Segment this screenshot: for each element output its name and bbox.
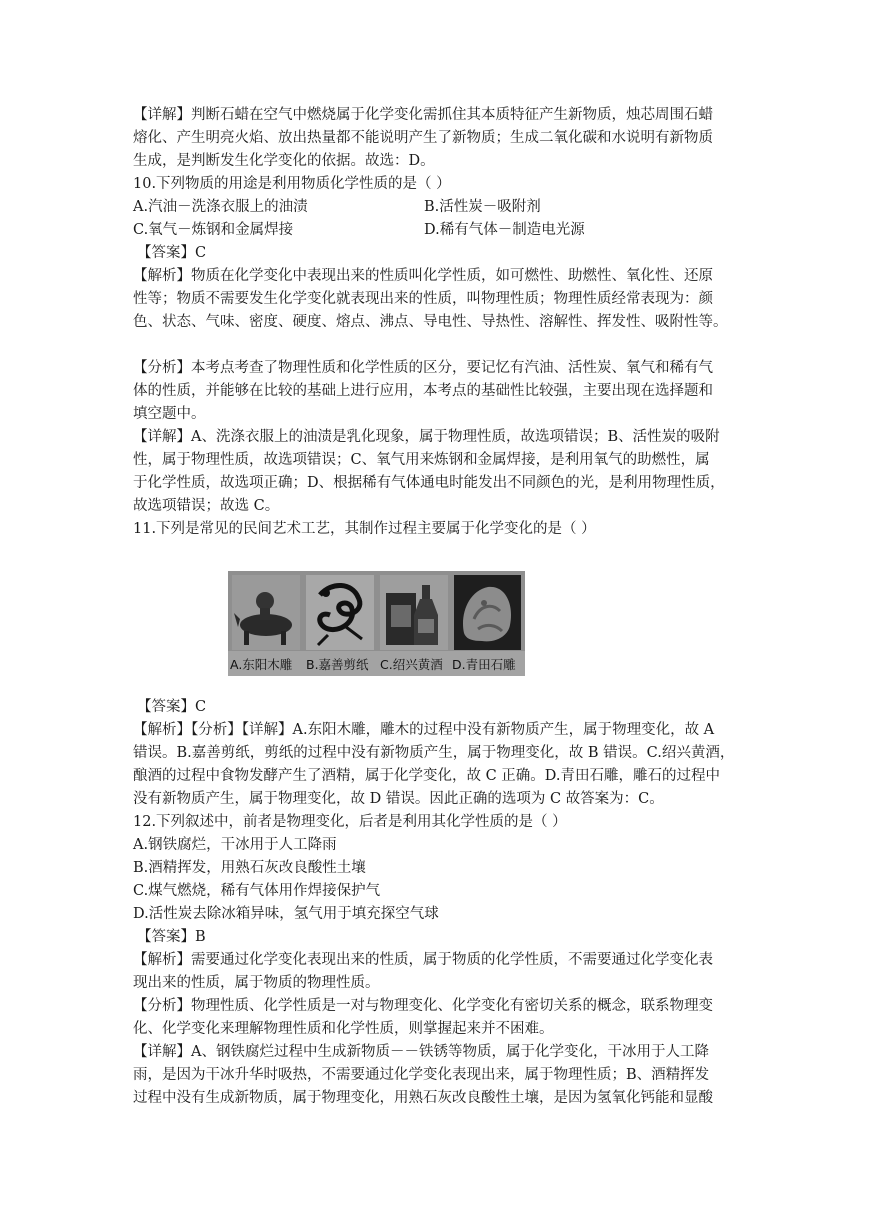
text-line: 【解析】物质在化学变化中表现出来的性质叫化学性质，如可燃性、助燃性、氧化性、还原	[133, 268, 713, 284]
text-line: 酿酒的过程中食物发酵产生了酒精，属于化学变化，故 C 正确。D.青田石雕，雕石的过程中	[133, 768, 721, 784]
text-line: 填空题中。	[133, 406, 206, 422]
text-line: 化、化学变化来理解物理性质和化学性质，则掌握起来并不困难。	[133, 1021, 554, 1037]
text-line: 熔化、产生明亮火焰、放出热量都不能说明产生了新物质；生成二氧化碳和水说明有新物质	[133, 130, 713, 146]
question-12: 12.下列叙述中，前者是物理变化，后者是利用其化学性质的是（ ）	[133, 814, 567, 830]
text-line: 于化学性质，故选项正确；D、根据稀有气体通电时能发出不同颜色的光，是利用物理性质，	[133, 475, 725, 491]
text-line: 色、状态、气味、密度、硬度、熔点、沸点、导电性、导热性、溶解性、挥发性、吸附性等。	[133, 314, 728, 330]
text-line: 【详解】判断石蜡在空气中燃烧属于化学变化需抓住其本质特征产生新物质，烛芯周围石蜡	[133, 107, 713, 123]
text-line: 体的性质，并能够在比较的基础上进行应用，本考点的基础性比较强，主要出现在选择题和	[133, 383, 713, 399]
text-line: 性，属于物理性质，故选项错误；C、氧气用来炼钢和金属焊接，是利用氧气的助燃性，属	[133, 452, 710, 468]
folk-art-figure	[228, 571, 525, 676]
text-line: 生成，是判断发生化学变化的依据。故选：D。	[133, 153, 435, 169]
q10-option-c: C.氧气－炼钢和金属焊接	[133, 222, 294, 238]
q12-option-d: D.活性炭去除冰箱异味，氢气用于填充探空气球	[133, 906, 439, 922]
text-line: 【解析】需要通过化学变化表现出来的性质，属于物质的化学性质，不需要通过化学变化表	[133, 952, 713, 968]
figure-label-b: B.嘉善剪纸	[306, 657, 369, 672]
answer-10: 【答案】C	[137, 245, 207, 261]
paper-cut-image	[306, 575, 374, 650]
q10-option-a: A.汽油－洗涤衣服上的油渍	[133, 199, 308, 215]
text-line: 过程中没有生成新物质，属于物理变化，用熟石灰改良酸性土壤，是因为氢氧化钙能和显酸	[133, 1090, 713, 1106]
text-line: 【解析】【分析】【详解】A.东阳木雕，雕木的过程中没有新物质产生，属于物理变化，故 A	[133, 722, 715, 738]
answer-11: 【答案】C	[137, 699, 207, 715]
text-line: 没有新物质产生，属于物理变化，故 D 错误。因此正确的选项为 C 故答案为：C。	[133, 791, 664, 807]
text-line: 现出来的性质，属于物质的物理性质。	[133, 975, 380, 991]
q12-option-a: A.钢铁腐烂，干冰用于人工降雨	[133, 837, 337, 853]
figure-label-c: C.绍兴黄酒	[380, 657, 443, 672]
figure-label-d: D.青田石雕	[452, 657, 516, 672]
figure-label-a: A.东阳木雕	[230, 657, 293, 672]
text-line: 雨，是因为干冰升华时吸热，不需要通过化学变化表现出来，属于物理性质；B、酒精挥发	[133, 1067, 710, 1083]
text-line: 【详解】A、钢铁腐烂过程中生成新物质－－铁锈等物质，属于化学变化，干冰用于人工降	[133, 1044, 709, 1060]
yellow-wine-image	[380, 575, 448, 650]
stone-carving-image	[454, 575, 521, 650]
text-line: 【分析】本考点考查了物理性质和化学性质的区分，要记忆有汽油、活性炭、氧气和稀有气	[133, 360, 713, 376]
text-line: 【详解】A、洗涤衣服上的油渍是乳化现象，属于物理性质，故选项错误；B、活性炭的吸附	[133, 429, 720, 445]
q10-option-d: D.稀有气体－制造电光源	[424, 222, 585, 238]
question-11: 11.下列是常见的民间艺术工艺，其制作过程主要属于化学变化的是（ ）	[133, 521, 596, 537]
text-line: 故选项错误；故选 C。	[133, 498, 280, 514]
answer-12: 【答案】B	[137, 929, 206, 945]
wood-carving-image	[232, 575, 300, 650]
question-10: 10.下列物质的用途是利用物质化学性质的是（ ）	[133, 176, 451, 192]
text-line: 错误。B.嘉善剪纸，剪纸的过程中没有新物质产生，属于物理变化，故 B 错误。C.绍兴黄酒，	[133, 745, 735, 761]
q12-option-b: B.酒精挥发，用熟石灰改良酸性土壤	[133, 860, 366, 876]
q12-option-c: C.煤气燃烧，稀有气体用作焊接保护气	[133, 883, 381, 899]
text-line: 【分析】物理性质、化学性质是一对与物理变化、化学变化有密切关系的概念，联系物理变	[133, 998, 713, 1014]
q10-option-b: B.活性炭－吸附剂	[424, 199, 541, 215]
text-line: 性等；物质不需要发生化学变化就表现出来的性质，叫物理性质；物理性质经常表现为：颜	[133, 291, 713, 307]
